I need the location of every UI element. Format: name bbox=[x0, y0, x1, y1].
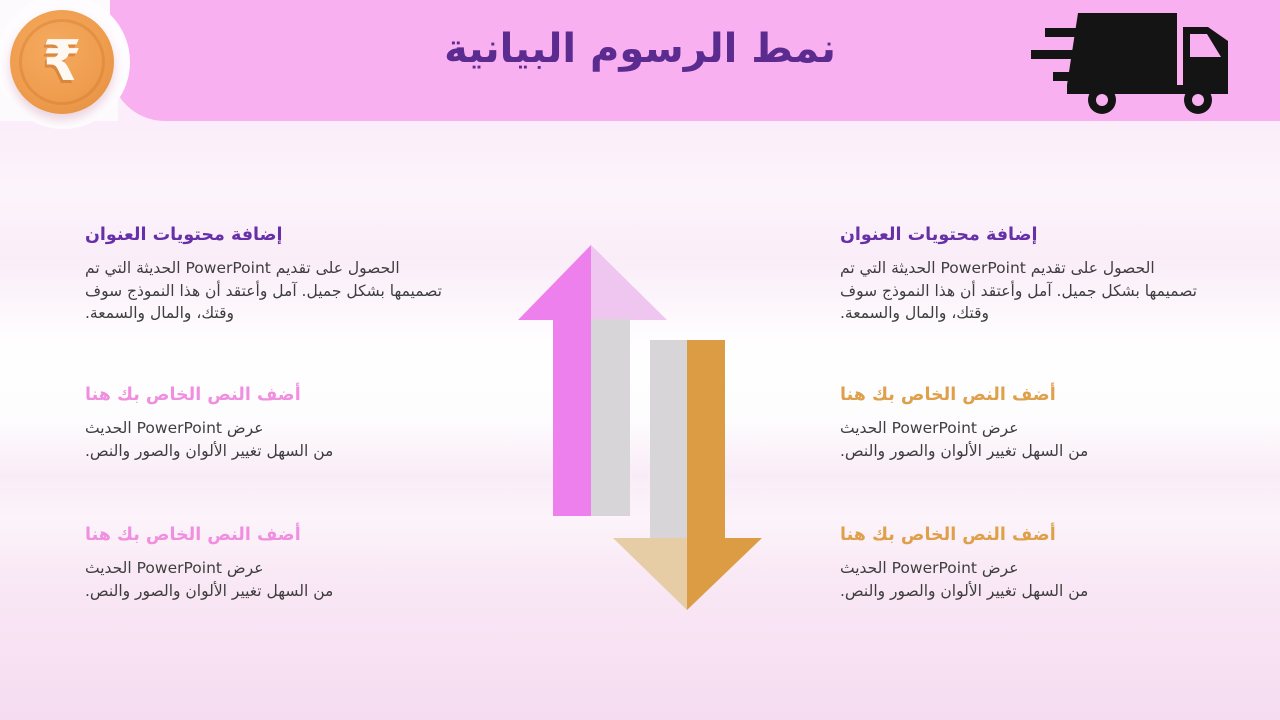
down-arrow-shaft-left bbox=[650, 340, 687, 539]
body-line: من السهل تغيير الألوان والصور والنص. bbox=[85, 441, 334, 460]
down-arrow-shaft-right bbox=[687, 340, 725, 539]
block-heading: أضف النص الخاص بك هنا bbox=[85, 525, 301, 545]
text-block-right-middle bbox=[840, 382, 1225, 462]
body-line: وقتك، والمال والسمعة. bbox=[840, 304, 989, 322]
block-heading: أضف النص الخاص بك هنا bbox=[840, 385, 1056, 405]
text-block-left-top bbox=[85, 222, 445, 325]
down-arrow-head-left bbox=[613, 538, 687, 610]
body-line: الحصول على تقديم PowerPoint الحديثة التي تم bbox=[840, 259, 1155, 277]
slide-title: نمط الرسوم البيانية bbox=[444, 26, 836, 72]
text-block-right-bottom bbox=[840, 522, 1225, 602]
truck-cargo-box bbox=[1067, 13, 1177, 85]
body-line: عرض PowerPoint الحديث bbox=[840, 419, 1019, 437]
body-line: تصميمها بشكل جميل. آمل وأعتقد أن هذا النموذج سوف bbox=[840, 281, 1197, 300]
text-block-right-top bbox=[840, 222, 1225, 325]
text-block-left-middle bbox=[85, 382, 445, 462]
down-arrow-head-right bbox=[687, 538, 762, 610]
block-heading: أضف النص الخاص بك هنا bbox=[85, 385, 301, 405]
up-arrow-head-left bbox=[518, 245, 591, 320]
up-arrow-shaft-right bbox=[591, 319, 630, 516]
truck-front-hub bbox=[1192, 94, 1204, 106]
block-heading: أضف النص الخاص بك هنا bbox=[840, 525, 1056, 545]
body-line: عرض PowerPoint الحديث bbox=[85, 559, 264, 577]
block-heading: إضافة محتويات العنوان bbox=[85, 225, 283, 245]
rupee-coin-icon bbox=[10, 10, 114, 114]
up-arrow-head-right bbox=[591, 245, 667, 320]
body-line: الحصول على تقديم PowerPoint الحديثة التي تم bbox=[85, 259, 400, 277]
body-line: وقتك، والمال والسمعة. bbox=[85, 304, 234, 322]
delivery-truck-icon bbox=[1015, 10, 1235, 118]
body-line: من السهل تغيير الألوان والصور والنص. bbox=[85, 581, 334, 600]
text-block-left-bottom bbox=[85, 522, 445, 602]
up-arrow-shaft-left bbox=[553, 319, 591, 516]
block-heading: إضافة محتويات العنوان bbox=[840, 225, 1038, 245]
body-line: من السهل تغيير الألوان والصور والنص. bbox=[840, 581, 1089, 600]
truck-rear-hub bbox=[1096, 94, 1108, 106]
body-line: عرض PowerPoint الحديث bbox=[840, 559, 1019, 577]
body-line: تصميمها بشكل جميل. آمل وأعتقد أن هذا النموذج سوف bbox=[85, 281, 442, 300]
body-line: عرض PowerPoint الحديث bbox=[85, 419, 264, 437]
rupee-symbol: ₹ bbox=[42, 29, 82, 94]
body-line: من السهل تغيير الألوان والصور والنص. bbox=[840, 441, 1089, 460]
